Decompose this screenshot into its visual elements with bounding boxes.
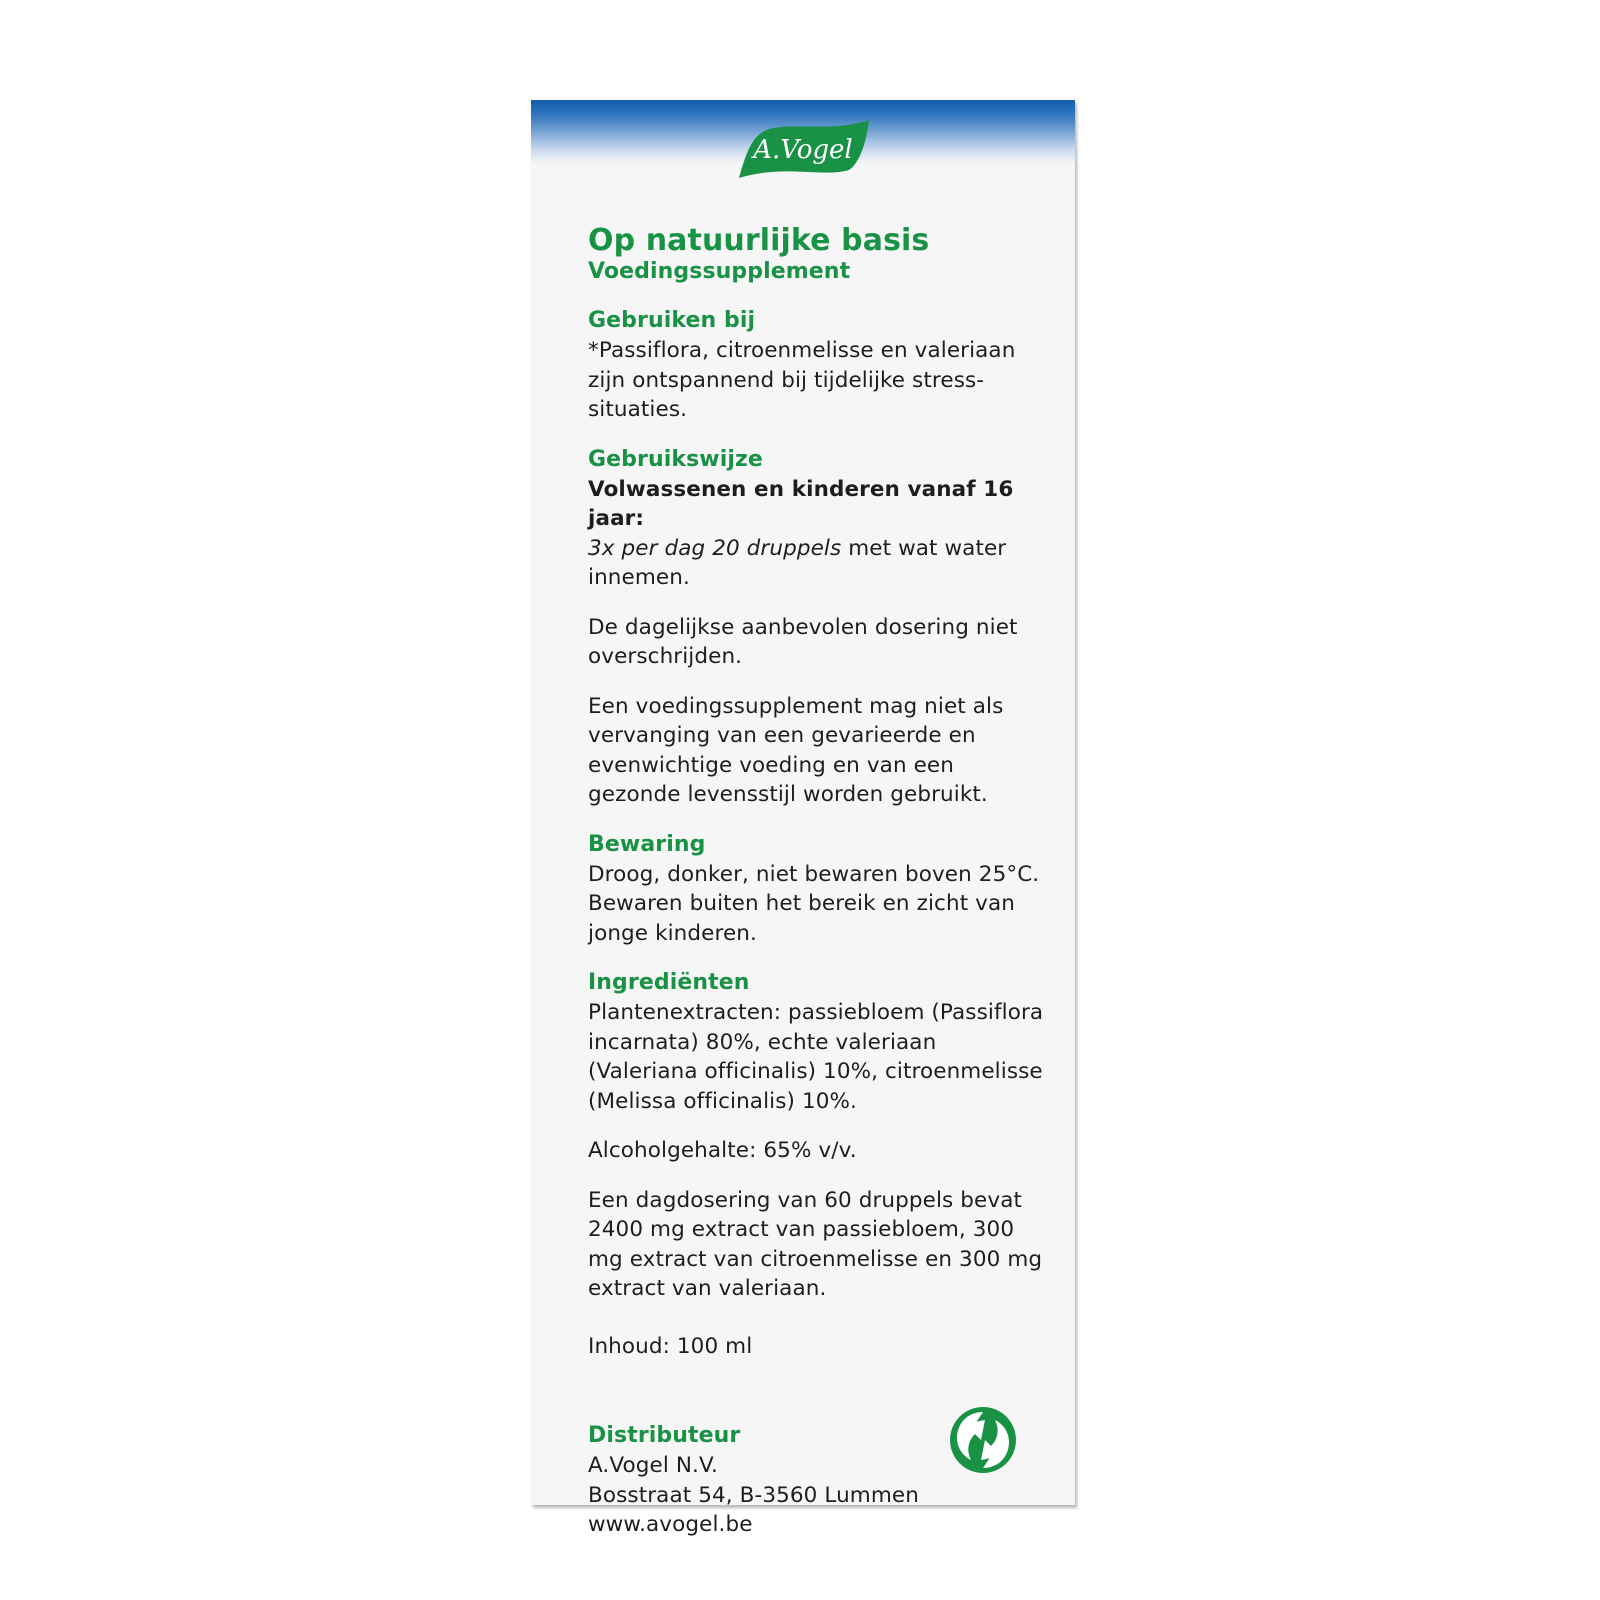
alcohol-content: Alcoholgehalte: 65% v/v. [588, 1138, 857, 1163]
contents-volume: Inhoud: 100 ml [588, 1333, 753, 1359]
page-title: Op natuurlijke basis [588, 223, 930, 258]
dosage-paragraph [588, 475, 1048, 593]
product-label-panel [531, 100, 1075, 1537]
heading-distributeur: Distributeur [588, 1423, 741, 1448]
dosage-warning: De dagelijkse aanbevolen dosering niet overschrijden. [588, 614, 1018, 669]
dosage-audience: Volwassenen en kinderen vanaf 16 jaar: [588, 476, 1014, 531]
page-subtitle: Voedingssupplement [588, 259, 851, 284]
distributor-website: www.avogel.be [588, 1512, 753, 1537]
avogel-logo [733, 120, 873, 182]
storage-text: Droog, donker, niet bewaren boven 25°C. Bewaren buiten het bereik en zicht van jonge kinderen. [588, 861, 1040, 946]
dosage-instruction: met wat water innemen. [588, 535, 1007, 590]
dosage-amount: 3x per dag 20 druppels [588, 535, 842, 561]
distributor-name: A.Vogel N.V. [588, 1453, 718, 1478]
usage-text: *Passiflora, citroenmelisse en valeriaan zijn ontspannend bij tijdelijke stress-situaties. [588, 338, 1016, 422]
heading-ingredienten: Ingrediënten [588, 970, 750, 995]
heading-gebruikswijze: Gebruikswijze [588, 446, 763, 472]
heading-gebruiken-bij: Gebruiken bij [588, 308, 756, 333]
label-content [588, 224, 1048, 1540]
daily-dose-composition: Een dagdosering van 60 druppels bevat 2400 mg extract van passiebloem, 300 mg extract van citroenmelisse en 300 mg extract van valeriaan. [588, 1187, 1043, 1301]
green-dot-recycling-icon [947, 1404, 1019, 1476]
heading-bewaring: Bewaring [588, 831, 706, 857]
ingredients-text: Plantenextracten: passiebloem (Passiflora incarnata) 80%, echte valeriaan (Valeriana officinalis) 10%, citroenmelisse (Melissa officinalis) 10%. [588, 1000, 1044, 1114]
distributor-address: Bosstraat 54, B-3560 Lummen [588, 1482, 919, 1508]
supplement-disclaimer: Een voedingssupplement mag niet als vervanging van een gevarieerde en evenwichtige voeding en van een gezonde levensstijl worden gebruikt. [588, 693, 1004, 807]
svg-text:A.Vogel: A.Vogel [753, 135, 853, 165]
